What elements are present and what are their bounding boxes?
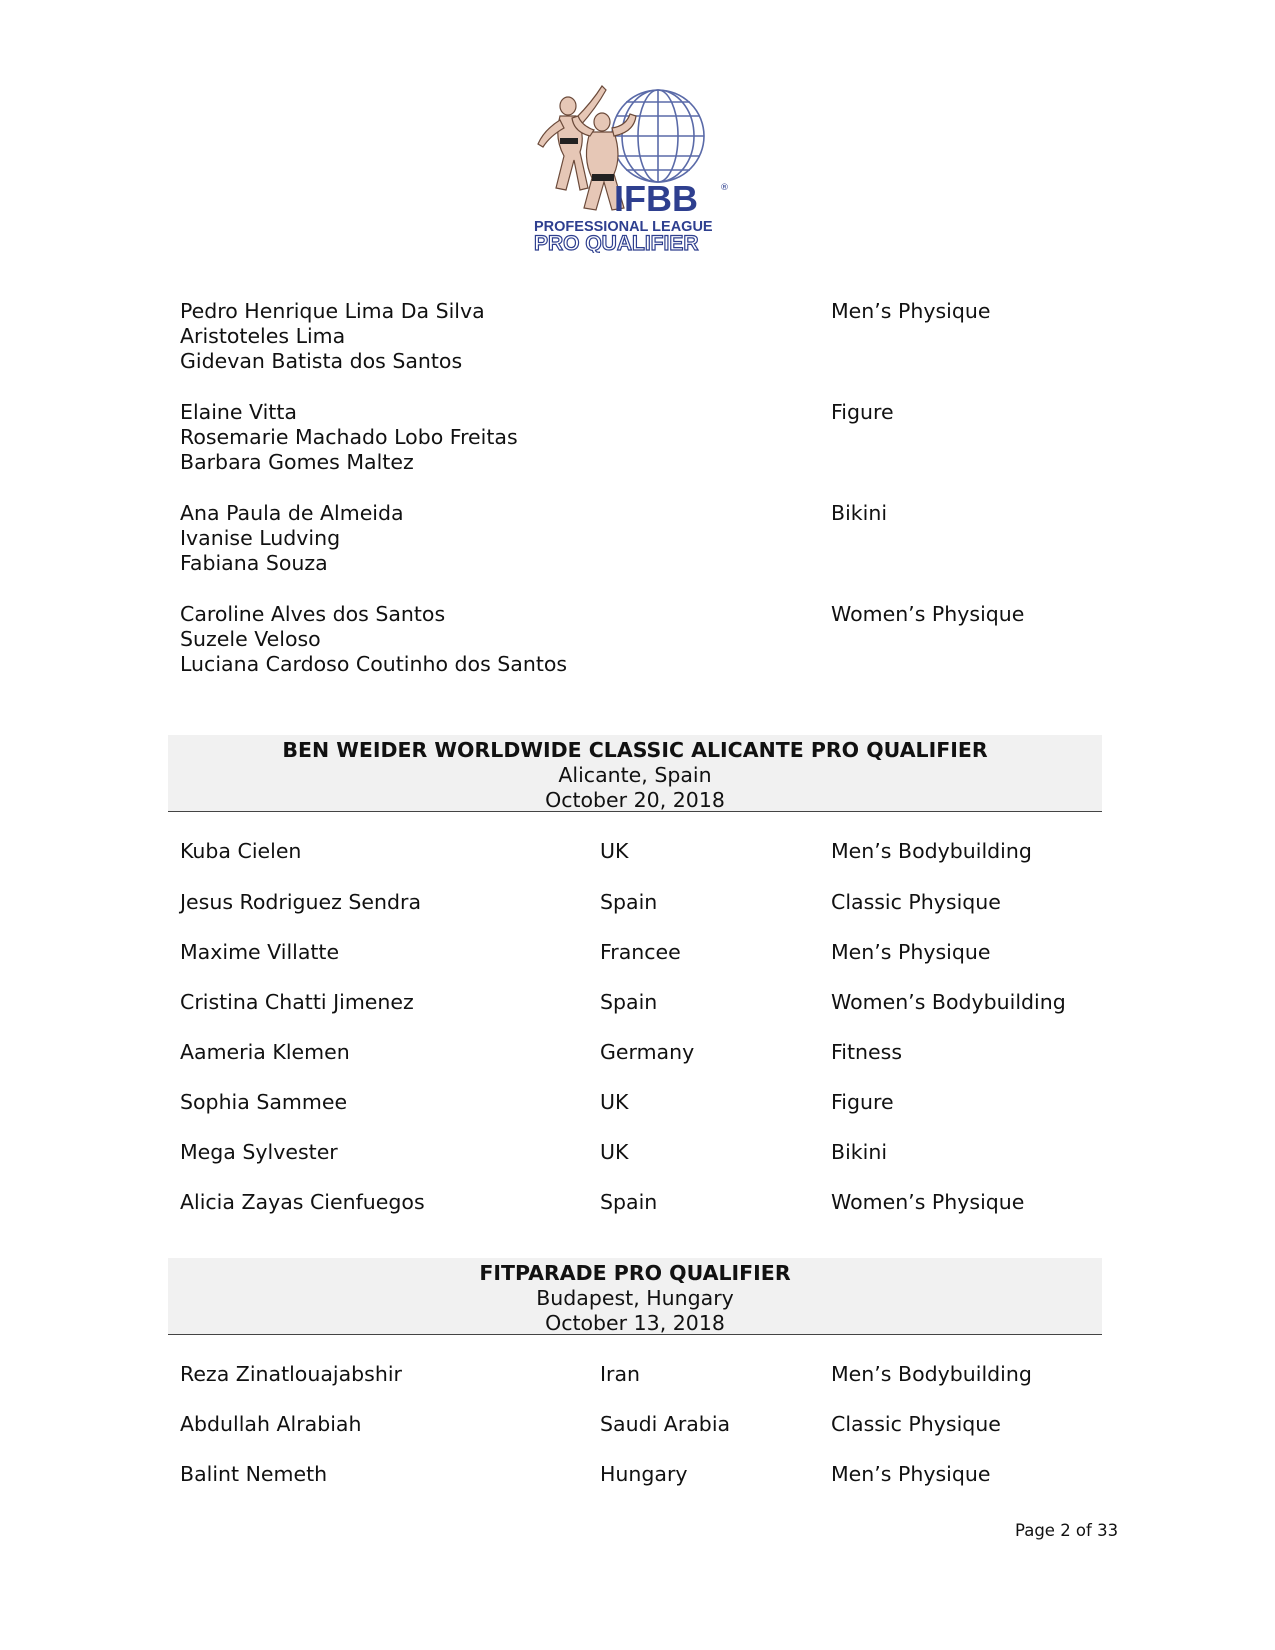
athlete-name: Gidevan Batista dos Santos — [180, 349, 463, 373]
division-label: Men’s Bodybuilding — [831, 839, 1032, 863]
division-label: Classic Physique — [831, 890, 1001, 914]
athlete-name: Rosemarie Machado Lobo Freitas — [180, 425, 518, 449]
athlete-country: Saudi Arabia — [600, 1412, 731, 1436]
division-label: Fitness — [831, 1040, 902, 1064]
division-label: Men’s Physique — [831, 940, 991, 964]
page-number: Page 2 of 33 — [1015, 1521, 1119, 1540]
athlete-country: Spain — [600, 990, 658, 1014]
event-location: Budapest, Hungary — [536, 1286, 734, 1310]
event-location: Alicante, Spain — [558, 763, 712, 787]
division-label: Figure — [831, 400, 894, 424]
division-label: Figure — [831, 1090, 894, 1114]
event-header — [168, 735, 1102, 812]
athlete-country: UK — [600, 1090, 629, 1114]
division-label: Men’s Bodybuilding — [831, 1362, 1032, 1386]
athlete-name: Pedro Henrique Lima Da Silva — [180, 299, 485, 323]
athlete-name: Barbara Gomes Maltez — [180, 450, 414, 474]
division-label: Men’s Physique — [831, 1462, 991, 1486]
athlete-name: Kuba Cielen — [180, 839, 302, 863]
athlete-name: Luciana Cardoso Coutinho dos Santos — [180, 652, 568, 676]
athlete-name: Ivanise Ludving — [180, 526, 341, 550]
division-label: Classic Physique — [831, 1412, 1001, 1436]
athlete-name: Suzele Veloso — [180, 627, 321, 651]
athlete-name: Sophia Sammee — [180, 1090, 348, 1114]
athlete-name: Abdullah Alrabiah — [180, 1412, 362, 1436]
ifbb-logo — [530, 78, 740, 253]
event-date: October 13, 2018 — [545, 1311, 725, 1335]
division-label: Bikini — [831, 1140, 888, 1164]
event-header — [168, 1258, 1102, 1335]
globe-icon — [612, 90, 704, 182]
athlete-name: Cristina Chatti Jimenez — [180, 990, 414, 1014]
division-label: Women’s Bodybuilding — [831, 990, 1066, 1014]
division-label: Women’s Physique — [831, 1190, 1025, 1214]
event-title: FITPARADE PRO QUALIFIER — [479, 1261, 791, 1285]
division-label: Men’s Physique — [831, 299, 991, 323]
athlete-name: Mega Sylvester — [180, 1140, 338, 1164]
division-label: Women’s Physique — [831, 602, 1025, 626]
athlete-country: Hungary — [600, 1462, 688, 1486]
division-label: Bikini — [831, 501, 888, 525]
event-date: October 20, 2018 — [545, 788, 725, 812]
athlete-country: UK — [600, 1140, 629, 1164]
athlete-name: Maxime Villatte — [180, 940, 340, 964]
athlete-name: Aameria Klemen — [180, 1040, 350, 1064]
athlete-name: Caroline Alves dos Santos — [180, 602, 446, 626]
athlete-name: Elaine Vitta — [180, 400, 297, 424]
athlete-country: Germany — [600, 1040, 695, 1064]
svg-text:®: ® — [720, 183, 729, 193]
athlete-name: Alicia Zayas Cienfuegos — [180, 1190, 425, 1214]
athlete-name: Ana Paula de Almeida — [180, 501, 404, 525]
event-title: BEN WEIDER WORLDWIDE CLASSIC ALICANTE PRO QUALIFIER — [282, 738, 988, 762]
athlete-country: UK — [600, 839, 629, 863]
athlete-country: Francee — [600, 940, 681, 964]
athlete-country: Iran — [600, 1362, 641, 1386]
logo-pro-qualifier: PRO QUALIFIER — [534, 232, 699, 253]
athlete-name: Jesus Rodriguez Sendra — [180, 890, 422, 914]
athlete-name: Reza Zinatlouajabshir — [180, 1362, 402, 1386]
athlete-name: Balint Nemeth — [180, 1462, 328, 1486]
logo-professional-league: PROFESSIONAL LEAGUE — [534, 219, 713, 235]
athlete-country: Spain — [600, 1190, 658, 1214]
logo-ifbb-text: IFBB — [614, 178, 698, 219]
athlete-name: Fabiana Souza — [180, 551, 328, 575]
athlete-name: Aristoteles Lima — [180, 324, 346, 348]
athlete-country: Spain — [600, 890, 658, 914]
